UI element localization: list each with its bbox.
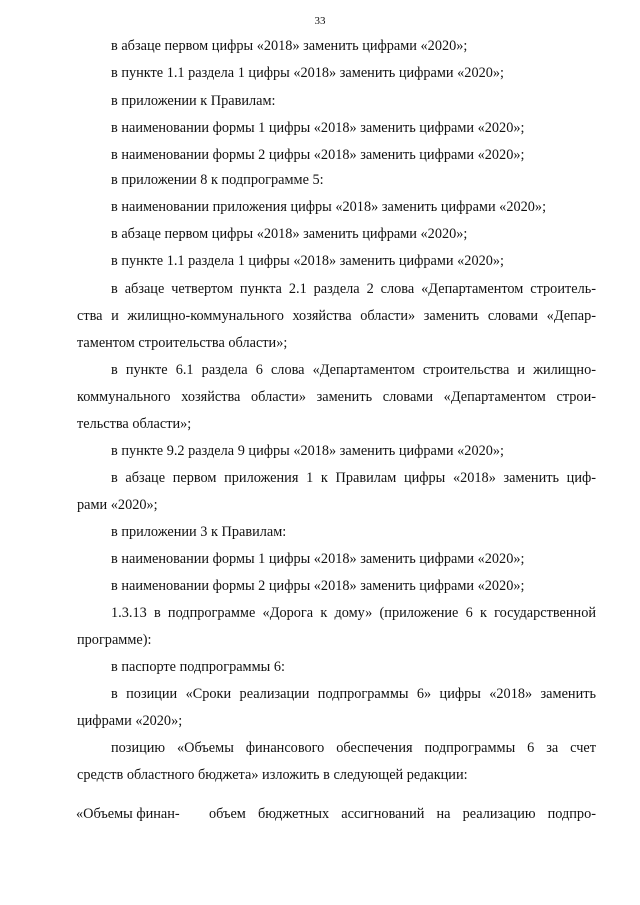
paragraph-line: средств областного бюджета» изложить в следующей редакции: (77, 767, 468, 783)
paragraph-line: программе): (77, 632, 152, 648)
paragraph-line: в абзаце первом цифры «2018» заменить цифрами «2020»; (111, 38, 468, 54)
paragraph-line: в пункте 9.2 раздела 9 цифры «2018» заменить цифрами «2020»; (111, 443, 505, 459)
paragraph-line: ства и жилищно-коммунального хозяйства области» заменить словами «Депар- (77, 308, 596, 324)
table-cell-position: «Объемы финан- (76, 806, 180, 822)
paragraph-line: 1.3.13 в подпрограмме «Дорога к дому» (приложение 6 к государственной (111, 605, 596, 621)
paragraph-line: в приложении 3 к Правилам: (111, 524, 287, 540)
paragraph-line: в пункте 6.1 раздела 6 слова «Департаментом строительства и жилищно- (111, 362, 596, 378)
paragraph-line: коммунального хозяйства области» заменить словами «Департаментом строи- (77, 389, 596, 405)
page-number: 33 (314, 15, 326, 27)
paragraph-line: в позиции «Сроки реализации подпрограммы 6» цифры «2018» заменить (111, 686, 596, 702)
paragraph-line: в наименовании формы 1 цифры «2018» заменить цифрами «2020»; (111, 120, 525, 136)
paragraph-line: в абзаце первом приложения 1 к Правилам цифры «2018» заменить циф- (111, 470, 596, 486)
paragraph-line: в абзаце четвертом пункта 2.1 раздела 2 слова «Департаментом строитель- (111, 281, 596, 297)
paragraph-line: в наименовании формы 1 цифры «2018» заменить цифрами «2020»; (111, 551, 525, 567)
paragraph-line: в наименовании формы 2 цифры «2018» заменить цифрами «2020»; (111, 578, 525, 594)
paragraph-line: тельства области»; (77, 416, 192, 432)
paragraph-line: позицию «Объемы финансового обеспечения подпрограммы 6 за счет (111, 740, 596, 756)
table-cell-content: объем бюджетных ассигнований на реализацию подпро- (209, 806, 596, 822)
paragraph-line: в приложении 8 к подпрограмме 5: (111, 172, 324, 188)
paragraph-line: таментом строительства области»; (77, 335, 288, 351)
paragraph-line: в пункте 1.1 раздела 1 цифры «2018» заменить цифрами «2020»; (111, 253, 505, 269)
paragraph-line: рами «2020»; (77, 497, 158, 513)
table-row (76, 805, 596, 823)
paragraph-line: в наименовании приложения цифры «2018» заменить цифрами «2020»; (111, 199, 547, 215)
paragraph-line: в наименовании формы 2 цифры «2018» заменить цифрами «2020»; (111, 147, 525, 163)
paragraph-line: в пункте 1.1 раздела 1 цифры «2018» заменить цифрами «2020»; (111, 65, 505, 81)
paragraph-line: в приложении к Правилам: (111, 93, 276, 109)
paragraph-line: в абзаце первом цифры «2018» заменить цифрами «2020»; (111, 226, 468, 242)
paragraph-line: в паспорте подпрограммы 6: (111, 659, 285, 675)
paragraph-line: цифрами «2020»; (77, 713, 183, 729)
